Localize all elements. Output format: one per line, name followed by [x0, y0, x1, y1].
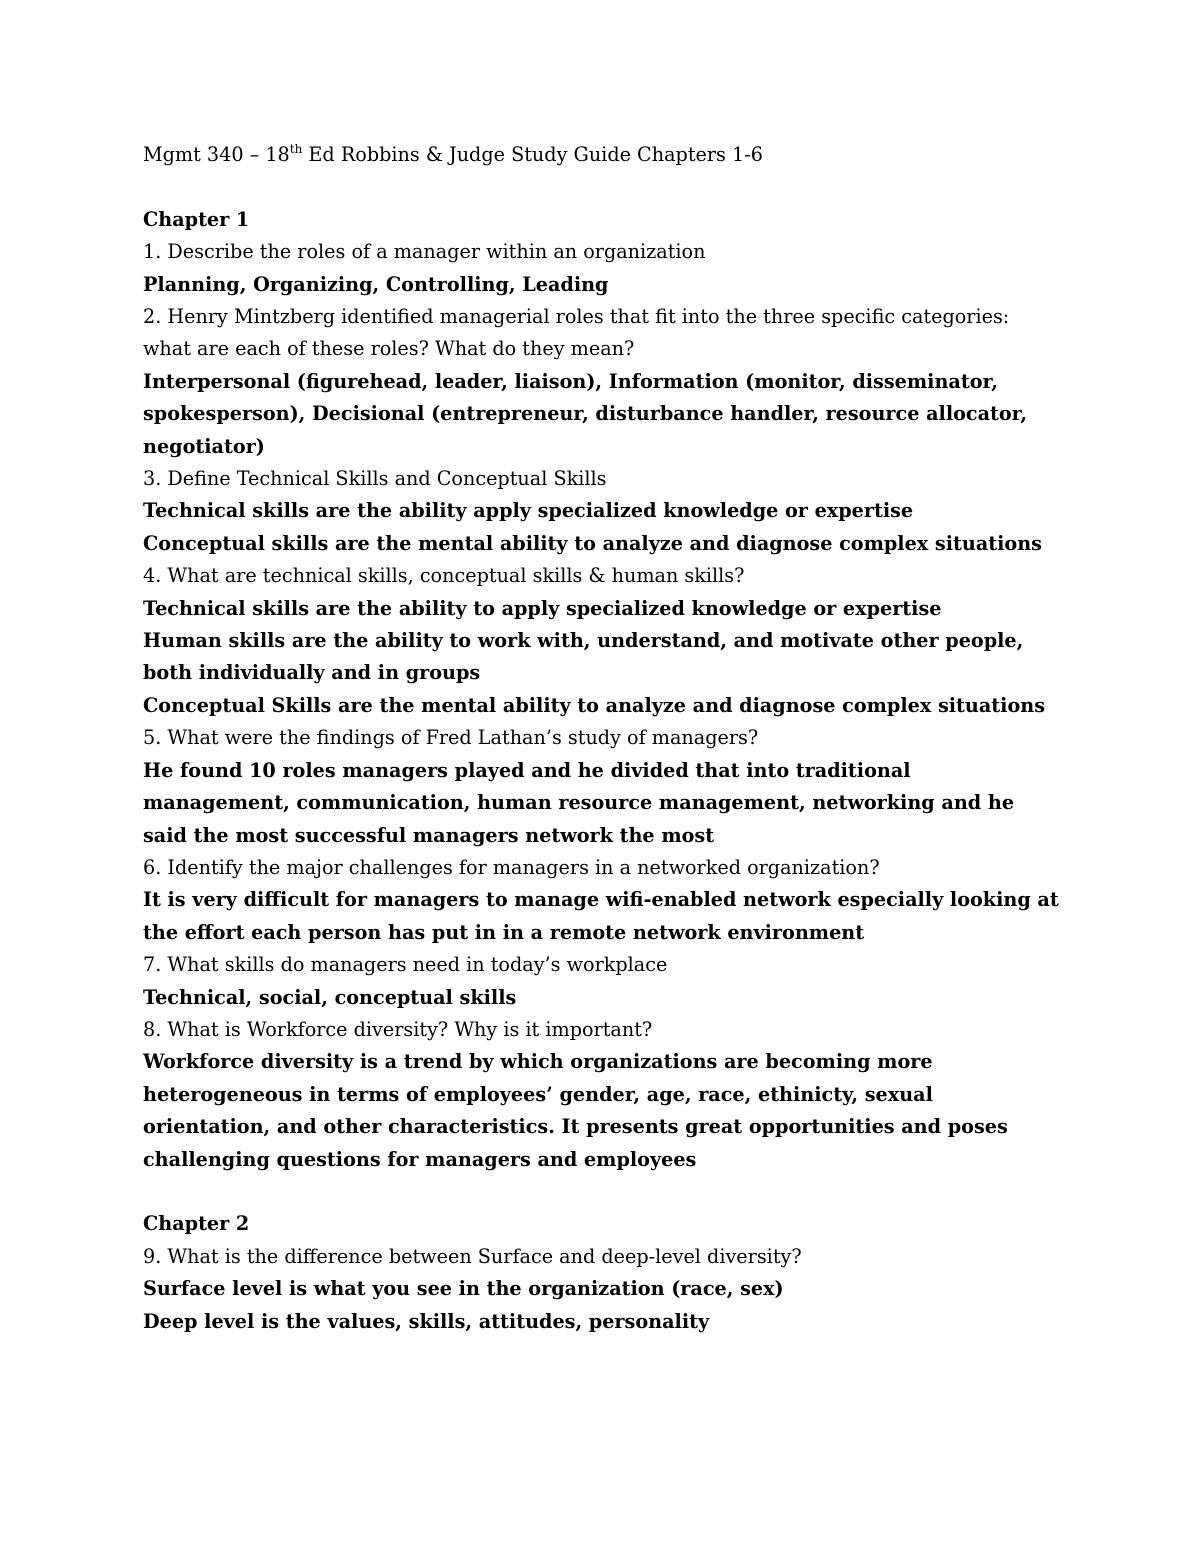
- question-1: 1. Describe the roles of a manager within an organization: [143, 240, 706, 264]
- spacer: [143, 1176, 1063, 1208]
- answer-9-deep: Deep level is the values, skills, attitudes, personality: [143, 1309, 710, 1333]
- answer-4-technical: Technical skills are the ability to apply specialized knowledge or expertise: [143, 596, 942, 620]
- question-5: 5. What were the findings of Fred Lathan’s study of managers?: [143, 726, 759, 750]
- answer-3-technical: Technical skills are the ability apply specialized knowledge or expertise: [143, 499, 914, 523]
- question-2: 2. Henry Mintzberg identified managerial roles that fit into the three specific categories: what are each of these roles? What do they mean?: [143, 305, 1010, 361]
- answer-8: Workforce diversity is a trend by which organizations are becoming more heterogeneous in terms of employees’ gender, age, race, ethinicty, sexual orientation, and other characteristics. It presents great opportunities and poses challenging questions for managers and employees: [143, 1050, 1008, 1171]
- document-title: [143, 139, 1063, 171]
- title-superscript: th: [289, 141, 303, 156]
- answer-9-surface: Surface level is what you see in the organization (race, sex): [143, 1277, 784, 1301]
- answer-3-conceptual: Conceptual skills are the mental ability to analyze and diagnose complex situations: [143, 531, 1042, 555]
- answer-4-conceptual: Conceptual Skills are the mental ability to analyze and diagnose complex situations: [143, 693, 1046, 717]
- document-body: [143, 139, 1063, 1338]
- answer-7: Technical, social, conceptual skills: [143, 985, 517, 1009]
- answer-6: It is very difficult for managers to manage wifi-enabled network especially looking at the effort each person has put in in a remote network environment: [143, 888, 1059, 944]
- question-7: 7. What skills do managers need in today’s workplace: [143, 953, 668, 977]
- question-3: 3. Define Technical Skills and Conceptual Skills: [143, 467, 607, 491]
- answer-5: He found 10 roles managers played and he divided that into traditional management, communication, human resource management, networking and he said the most successful managers network the most: [143, 758, 1015, 847]
- title-text-start: Mgmt 340 – 18: [143, 143, 290, 166]
- question-6: 6. Identify the major challenges for managers in a networked organization?: [143, 855, 880, 879]
- question-8: 8. What is Workforce diversity? Why is it important?: [143, 1017, 653, 1041]
- title-text-end: Ed Robbins & Judge Study Guide Chapters 1-6: [302, 143, 763, 166]
- answer-4-human: Human skills are the ability to work with, understand, and motivate other people, both individually and in groups: [143, 629, 1024, 685]
- question-9: 9. What is the difference between Surface and deep-level diversity?: [143, 1244, 802, 1268]
- chapter-2-heading: Chapter 2: [143, 1212, 250, 1236]
- answer-1: Planning, Organizing, Controlling, Leading: [143, 272, 609, 296]
- answer-2: Interpersonal (figurehead, leader, liaison), Information (monitor, disseminator, spokesperson), Decisional (entrepreneur, disturbance handler, resource allocator, negotiator): [143, 369, 1028, 458]
- chapter-1-heading: Chapter 1: [143, 207, 250, 231]
- spacer: [143, 171, 1063, 203]
- question-4: 4. What are technical skills, conceptual skills & human skills?: [143, 564, 745, 588]
